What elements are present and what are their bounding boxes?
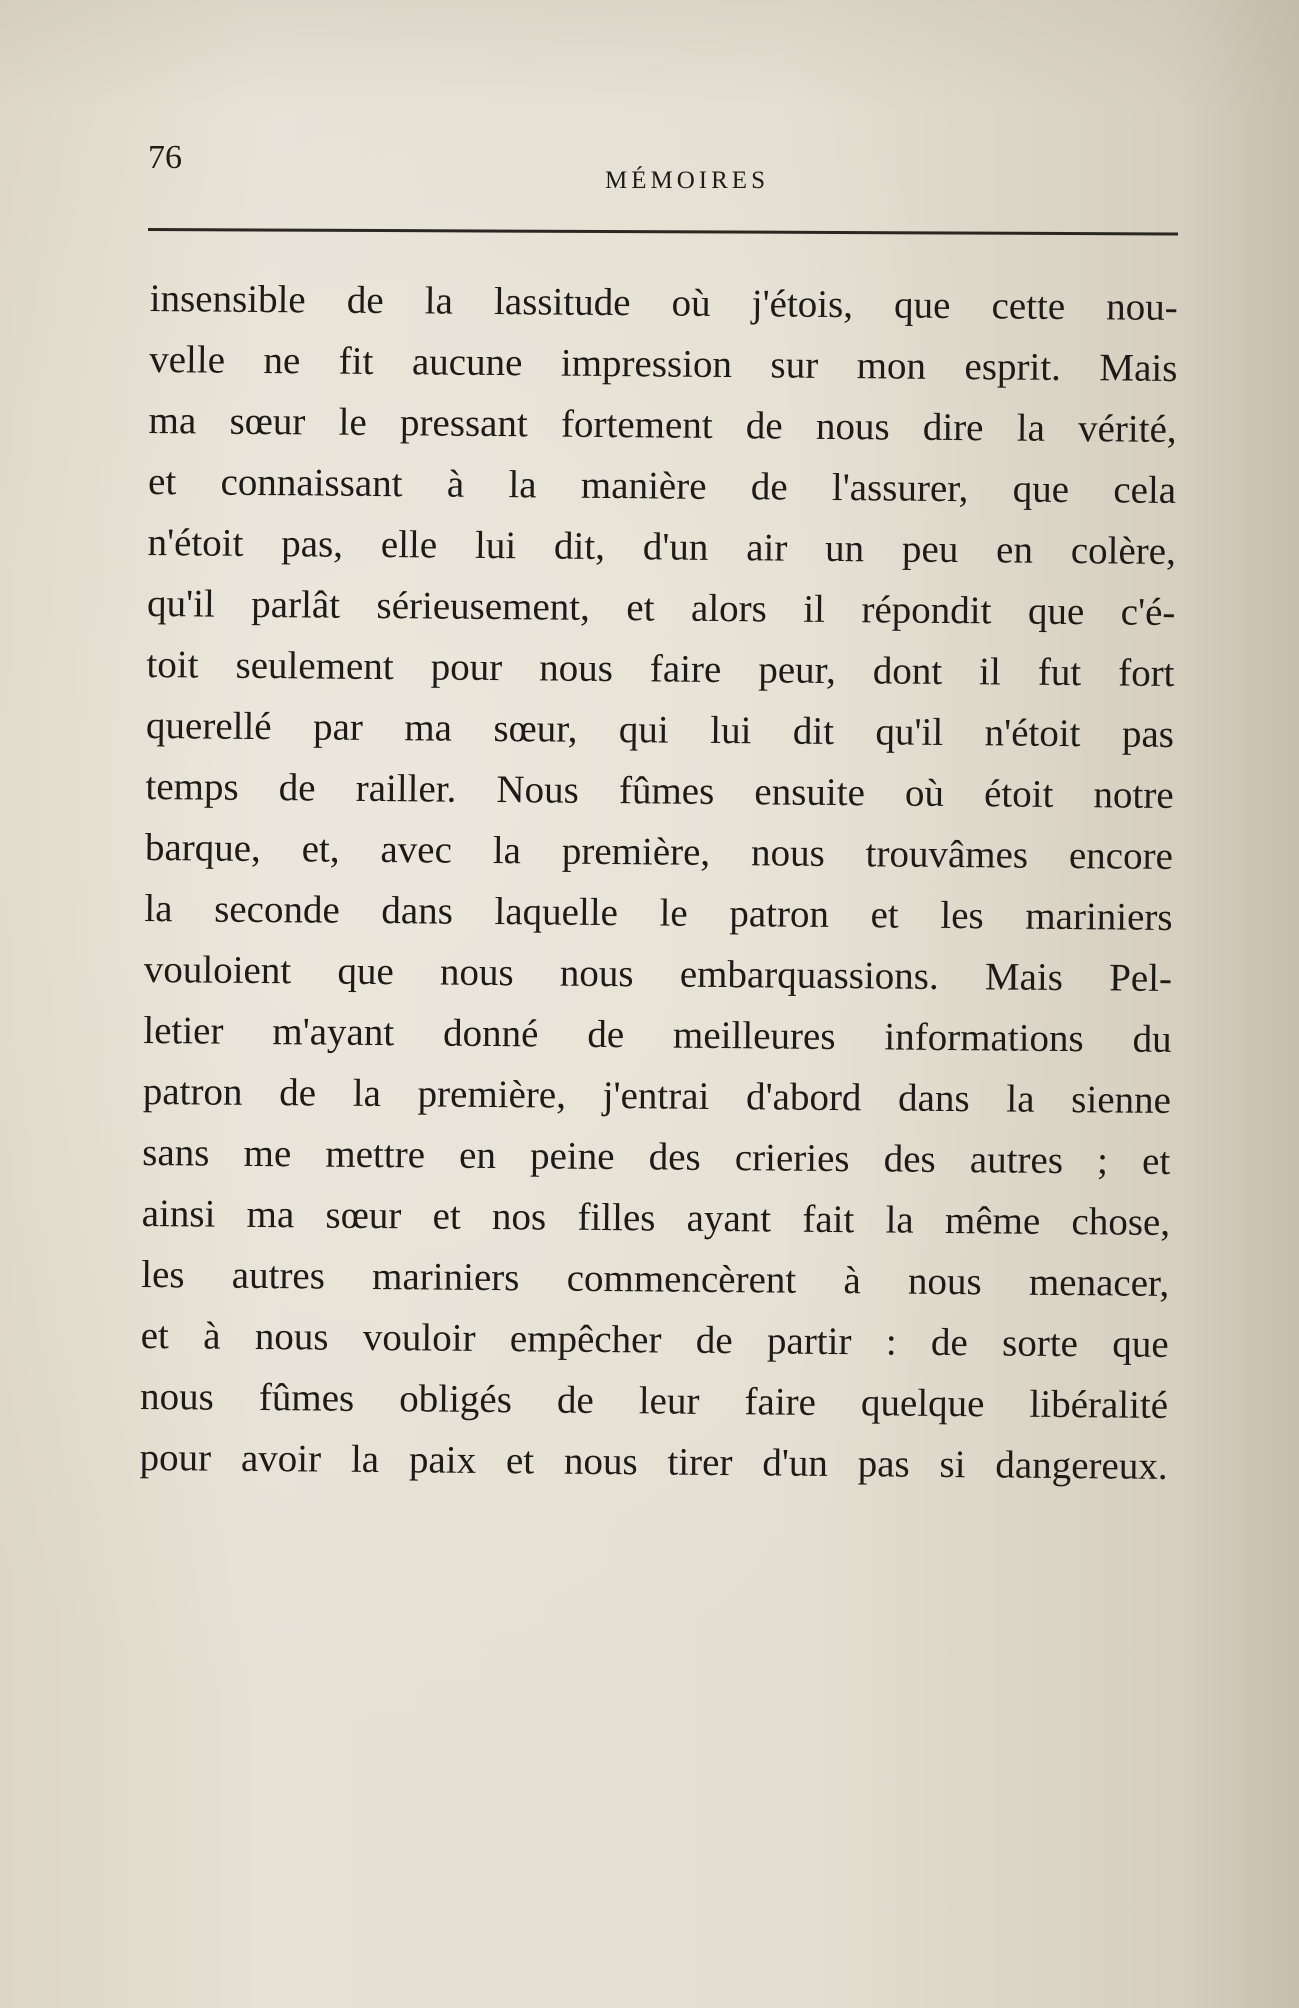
- page-top-shading: [0, 0, 1299, 110]
- running-title: MÉMOIRES: [605, 167, 769, 194]
- text-line: pour avoir la paix et nous tirer d'un pas si dangereux.: [139, 1435, 1168, 1488]
- text-line: letier m'ayant donné de meilleures informations du: [143, 1008, 1172, 1061]
- text-line: temps de railler. Nous fûmes ensuite où étoit notre: [145, 764, 1174, 817]
- text-line: velle ne fit aucune impression sur mon esprit. Mais: [149, 337, 1178, 390]
- header-rule: [148, 228, 1178, 235]
- text-line: les autres mariniers commencèrent à nous menacer,: [141, 1252, 1170, 1305]
- text-line: qu'il parlât sérieusement, et alors il répondit que c'é-: [146, 581, 1176, 634]
- text-line: toit seulement pour nous faire peur, dont il fut fort: [146, 642, 1175, 695]
- page-edge-shading: [1179, 0, 1299, 2008]
- text-line: et à nous vouloir empêcher de partir : de sorte que: [140, 1313, 1169, 1366]
- text-line: barque, et, avec la première, nous trouvâmes encore: [144, 825, 1174, 878]
- text-line: et connaissant à la manière de l'assurer, que cela: [147, 459, 1177, 512]
- text-line: patron de la première, j'entrai d'abord dans la sienne: [142, 1069, 1172, 1122]
- text-line: ainsi ma sœur et nos filles ayant fait la même chose,: [141, 1191, 1171, 1244]
- text-line: insensible de la lassitude où j'étois, que cette nou-: [149, 276, 1178, 329]
- text-line: ma sœur le pressant fortement de nous dire la vérité,: [148, 398, 1177, 451]
- page-header: [148, 138, 1176, 198]
- text-line: querellé par ma sœur, qui lui dit qu'il n'étoit pas: [145, 703, 1175, 756]
- text-line: vouloient que nous nous embarquassions. Mais Pel-: [143, 947, 1173, 1000]
- text-line: la seconde dans laquelle le patron et les mariniers: [144, 886, 1173, 939]
- text-line: sans me mettre en peine des crieries des autres ; et: [142, 1130, 1171, 1183]
- text-line: n'étoit pas, elle lui dit, d'un air un peu en colère,: [147, 520, 1177, 573]
- page-number: 76: [148, 139, 182, 176]
- body-text: [139, 268, 1178, 1497]
- text-line: nous fûmes obligés de leur faire quelque libéralité: [139, 1374, 1169, 1427]
